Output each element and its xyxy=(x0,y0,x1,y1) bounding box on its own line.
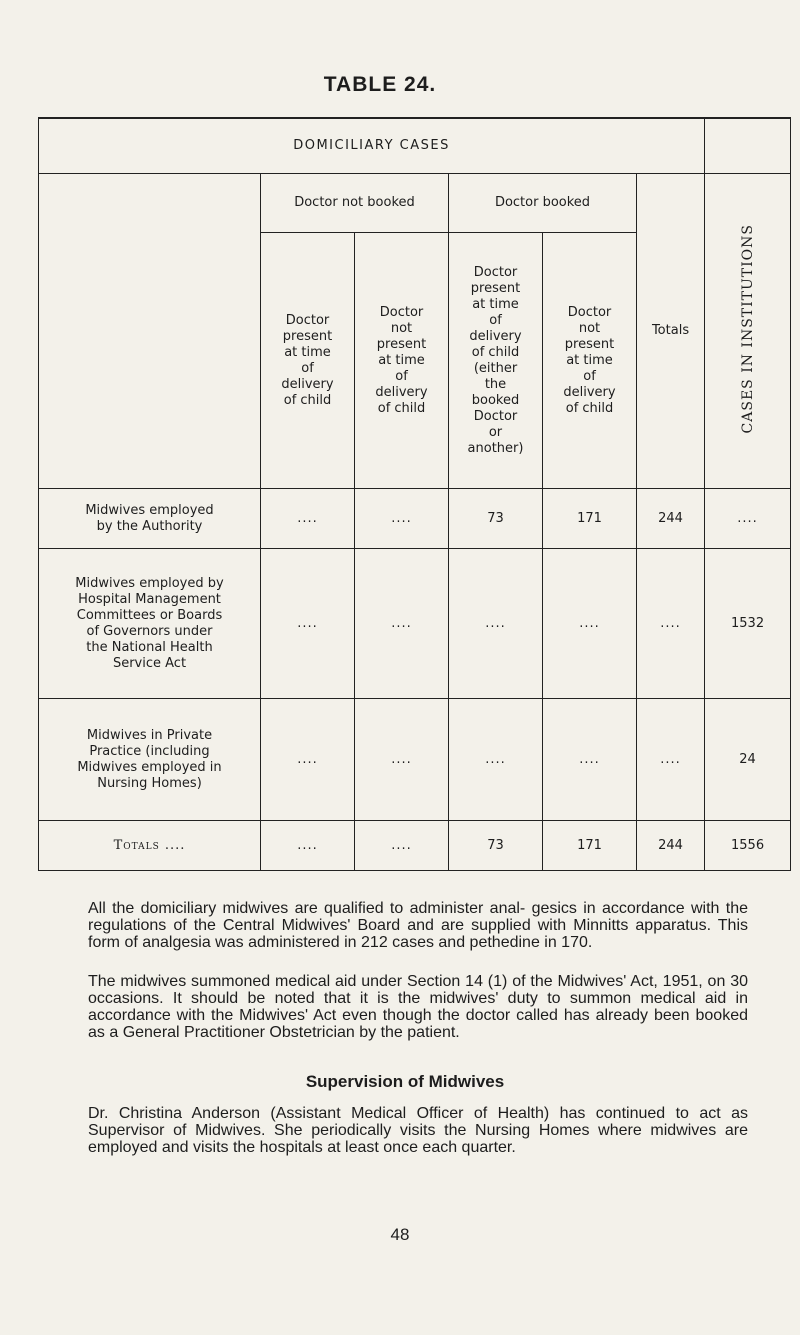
header-line: of xyxy=(301,360,314,376)
header-line: at time xyxy=(472,296,519,312)
header-line: Doctor xyxy=(473,264,518,280)
table-cell: 1556 xyxy=(705,821,791,871)
header-line: or xyxy=(488,424,503,440)
header-line: of child xyxy=(377,400,426,416)
header-line: delivery xyxy=(281,376,334,392)
row-label-line: Hospital Management xyxy=(78,591,221,607)
table-row xyxy=(39,699,791,821)
header-totals: Totals xyxy=(637,174,705,489)
group-header-booked: Doctor booked xyxy=(449,174,637,233)
row-label xyxy=(39,489,261,549)
table-cell: .... xyxy=(261,549,355,699)
header-line: another) xyxy=(467,440,524,456)
row-label xyxy=(39,699,261,821)
header-line: present xyxy=(282,328,333,344)
table-cell: .... xyxy=(355,821,449,871)
row-label-line: of Governors under xyxy=(86,623,213,639)
header-line: Doctor xyxy=(285,312,330,328)
header-line: present xyxy=(470,280,521,296)
header-line: at time xyxy=(566,352,613,368)
paragraph-analgesics: All the domiciliary midwives are qualified to administer anal- gesics in accordance with the regulations of the Central Midwives' Board and are supplied with Minnitts apparatus. This form of analgesia was administered in 212 cases and pethedine in 170. xyxy=(88,900,748,951)
header-line: delivery xyxy=(563,384,616,400)
table-cell: 171 xyxy=(543,821,637,871)
table-cell: .... xyxy=(637,699,705,821)
table-row xyxy=(39,549,791,699)
table-cell: .... xyxy=(705,489,791,549)
header-line: of xyxy=(583,368,596,384)
table-row xyxy=(39,821,791,871)
row-label-line: Midwives employed by xyxy=(75,575,224,591)
table-cell: 73 xyxy=(449,821,543,871)
row-label xyxy=(39,821,261,871)
paragraph-medical-aid: The midwives summoned medical aid under Section 14 (1) of the Midwives' Act, 1951, on 30 occasions. It should be noted that it is the midwives' duty to summon medical aid in accordance with the Midwives' Act even though the doctor called has already been booked as a General Practitioner Obstetrician by the patient. xyxy=(88,973,748,1041)
group-header-not-booked: Doctor not booked xyxy=(261,174,449,233)
table-cell: .... xyxy=(449,699,543,821)
header-line: of xyxy=(395,368,408,384)
row-label-line: Committees or Boards xyxy=(76,607,223,623)
header-line: not xyxy=(578,320,601,336)
table-cell: 244 xyxy=(637,821,705,871)
table-row xyxy=(39,489,791,549)
row-label xyxy=(39,549,261,699)
paragraph-supervisor: Dr. Christina Anderson (Assistant Medical Officer of Health) has continued to act as Supervisor of Midwives. She periodically visits the Nursing Homes where midwives are employed and visits the hospitals at least once each quarter. xyxy=(88,1105,748,1156)
row-label-line: Midwives employed xyxy=(85,502,214,518)
header-line: Doctor xyxy=(473,408,518,424)
header-line: present xyxy=(376,336,427,352)
page-number: 48 xyxy=(390,1225,410,1244)
header-line: of child xyxy=(565,400,614,416)
table-cell: 244 xyxy=(637,489,705,549)
header-line: not xyxy=(390,320,413,336)
row-label-line: the National Health xyxy=(86,639,213,655)
row-label-line: Practice (including xyxy=(89,743,210,759)
table-title: TABLE 24. xyxy=(323,73,437,96)
header-institutions-label: CASES IN INSTITUTIONS xyxy=(739,223,756,434)
table-cell: .... xyxy=(355,699,449,821)
empty-header-cell xyxy=(705,118,791,174)
header-line: of xyxy=(489,312,502,328)
subheading-supervision: Supervision of Midwives xyxy=(305,1072,505,1091)
table-cell: .... xyxy=(543,549,637,699)
table-cell: 73 xyxy=(449,489,543,549)
row-label-line: Service Act xyxy=(112,655,187,671)
table-cell: .... xyxy=(637,549,705,699)
header-line: at time xyxy=(378,352,425,368)
table-cell: .... xyxy=(261,489,355,549)
header-line: at time xyxy=(284,344,331,360)
header-line: present xyxy=(564,336,615,352)
row-label-line: by the Authority xyxy=(96,518,203,534)
row-label-line: Midwives in Private xyxy=(86,727,213,743)
header-line: of child xyxy=(283,392,332,408)
row-label-line: Nursing Homes) xyxy=(97,775,202,791)
row-label-header xyxy=(39,174,261,489)
table-cell: 1532 xyxy=(705,549,791,699)
table-cell: .... xyxy=(355,549,449,699)
table-cell: .... xyxy=(261,821,355,871)
header-line: delivery xyxy=(375,384,428,400)
table-cell: 24 xyxy=(705,699,791,821)
domiciliary-cases-table xyxy=(38,117,791,871)
header-line: Doctor xyxy=(567,304,612,320)
header-nb-present xyxy=(261,233,355,489)
header-institutions xyxy=(705,174,791,489)
header-nb-not-present xyxy=(355,233,449,489)
row-label-line: Totals .... xyxy=(113,837,186,853)
header-line: of child xyxy=(471,344,520,360)
header-b-present xyxy=(449,233,543,489)
table-cell: .... xyxy=(449,549,543,699)
header-line: booked xyxy=(471,392,520,408)
header-line: the xyxy=(484,376,507,392)
table-cell: .... xyxy=(355,489,449,549)
table-caption: DOMICILIARY CASES xyxy=(39,118,705,174)
row-label-line: Midwives employed in xyxy=(77,759,222,775)
header-line: delivery xyxy=(469,328,522,344)
header-line: Doctor xyxy=(379,304,424,320)
table-cell: .... xyxy=(261,699,355,821)
table-cell: .... xyxy=(543,699,637,821)
header-b-not-present xyxy=(543,233,637,489)
header-line: (either xyxy=(473,360,518,376)
table-cell: 171 xyxy=(543,489,637,549)
